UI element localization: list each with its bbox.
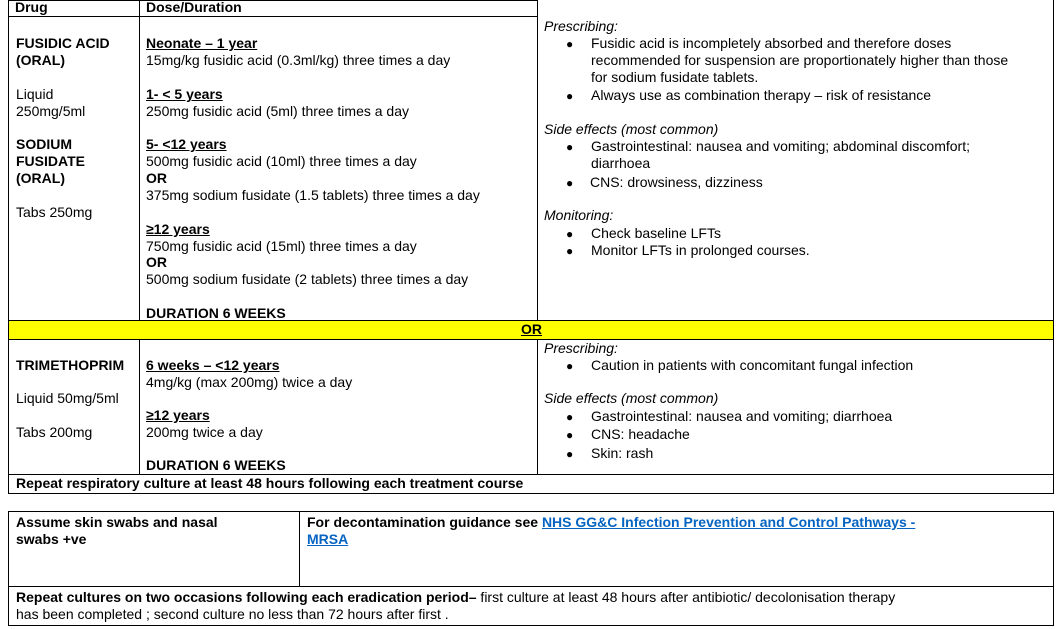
bullet-icon: ●: [566, 428, 574, 442]
prescribing-note-1-line-1: Fusidic acid is incompletely absorbed and therefore doses: [591, 35, 952, 51]
tmp-side-effect-2: CNS: headache: [591, 426, 690, 442]
tmp-side-effects-heading: Side effects (most common): [544, 390, 719, 406]
bullet-icon: ●: [566, 410, 574, 424]
monitoring-note-2: Monitor LFTs in prolonged courses.: [591, 242, 810, 258]
dose-tmp-12-text: 200mg twice a day: [146, 424, 263, 440]
decontamination-text: For decontamination guidance see: [307, 514, 542, 530]
tmp-prescribing-note-1: Caution in patients with concomitant fungal infection: [591, 357, 914, 373]
dose-6w-12-text: 4mg/kg (max 200mg) twice a day: [146, 374, 353, 390]
dose-5-12-or: OR: [146, 170, 167, 186]
tmp-side-effect-1: Gastrointestinal: nausea and vomiting; diarrhoea: [591, 408, 893, 424]
nhs-ggc-ipc-pathways-link[interactable]: NHS GG&C Infection Prevention and Control Pathways -: [541, 514, 916, 530]
drug-route-fusidic: (ORAL): [16, 52, 65, 68]
bullet-icon: ●: [566, 176, 574, 190]
bullet-icon: ●: [566, 37, 574, 51]
liquid-label: Liquid: [16, 86, 54, 102]
bullet-icon: ●: [566, 244, 574, 258]
prescribing-note-1-line-3: for sodium fusidate tablets.: [591, 69, 759, 85]
dose-neonate-text: 15mg/kg fusidic acid (0.3ml/kg) three times a day: [146, 52, 451, 68]
or-label: OR: [521, 321, 542, 337]
trimethoprim-liquid: Liquid 50mg/5ml: [16, 390, 119, 406]
repeat-cultures-rest: first culture at least 48 hours after antibiotic/ decolonisation therapy: [476, 589, 896, 605]
side-effects-heading: Side effects (most common): [544, 121, 719, 137]
header-dose-duration: Dose/Duration: [146, 0, 242, 15]
side-effect-1-line-2: diarrhoea: [591, 155, 651, 171]
liquid-strength: 250mg/5ml: [16, 103, 86, 119]
drug-name-fusidic: FUSIDIC ACID: [16, 35, 110, 51]
prescribing-note-2: Always use as combination therapy – risk of resistance: [591, 87, 932, 103]
duration-fusidic: DURATION 6 WEEKS: [146, 305, 286, 321]
dose-neonate-heading: Neonate – 1 year: [146, 35, 258, 51]
bullet-icon: ●: [566, 447, 574, 461]
bullet-icon: ●: [566, 89, 574, 103]
drug-name-sodium-2: FUSIDATE: [16, 153, 85, 169]
bullet-icon: ●: [566, 227, 574, 241]
repeat-cultures-line-1: [16, 589, 895, 606]
dose-1-5-heading: 1- < 5 years: [146, 86, 223, 102]
dose-12-heading: ≥12 years: [146, 221, 210, 237]
assume-swabs-line-1: Assume skin swabs and nasal: [16, 514, 218, 530]
dose-12-text: 750mg fusidic acid (15ml) three times a day: [146, 238, 417, 254]
bullet-icon: ●: [566, 140, 574, 154]
side-effect-2: CNS: drowsiness, dizziness: [590, 174, 763, 190]
dose-6w-12-heading: 6 weeks – <12 years: [146, 357, 280, 373]
dose-12-or: OR: [146, 254, 167, 270]
repeat-respiratory-culture: Repeat respiratory culture at least 48 hours following each treatment course: [16, 475, 524, 491]
assume-swabs-line-2: swabs +ve: [16, 531, 87, 547]
tmp-side-effect-3: Skin: rash: [591, 445, 654, 461]
dose-12-text-alt: 500mg sodium fusidate (2 tablets) three times a day: [146, 271, 469, 287]
repeat-cultures-line-2: has been completed ; second culture no less than 72 hours after first .: [16, 606, 449, 622]
trimethoprim-tabs: Tabs 200mg: [16, 424, 93, 440]
dose-tmp-12-heading: ≥12 years: [146, 407, 210, 423]
monitoring-heading: Monitoring:: [544, 207, 614, 223]
dose-5-12-text: 500mg fusidic acid (10ml) three times a day: [146, 153, 417, 169]
decontamination-guidance: [307, 514, 915, 531]
dose-1-5-text: 250mg fusidic acid (5ml) three times a day: [146, 103, 409, 119]
prescribing-note-1-line-2: recommended for suspension are proportionately higher than those: [591, 52, 1009, 68]
dose-5-12-heading: 5- <12 years: [146, 136, 227, 152]
mrsa-link[interactable]: MRSA: [307, 531, 349, 547]
drug-route-sodium: (ORAL): [16, 170, 65, 186]
repeat-cultures-bold: Repeat cultures on two occasions following each eradication period–: [16, 589, 477, 605]
side-effect-1-line-1: Gastrointestinal: nausea and vomiting; abdominal discomfort;: [591, 138, 970, 154]
tmp-prescribing-heading: Prescribing:: [544, 340, 618, 356]
header-drug: Drug: [15, 0, 48, 15]
duration-trimethoprim: DURATION 6 WEEKS: [146, 457, 286, 473]
monitoring-note-1: Check baseline LFTs: [591, 225, 721, 241]
tabs-strength: Tabs 250mg: [16, 204, 93, 220]
bullet-icon: ●: [566, 359, 574, 373]
prescribing-heading: Prescribing:: [544, 18, 618, 34]
drug-name-trimethoprim: TRIMETHOPRIM: [16, 357, 125, 373]
dose-5-12-text-alt: 375mg sodium fusidate (1.5 tablets) three times a day: [146, 187, 480, 203]
drug-name-sodium-1: SODIUM: [16, 136, 72, 152]
